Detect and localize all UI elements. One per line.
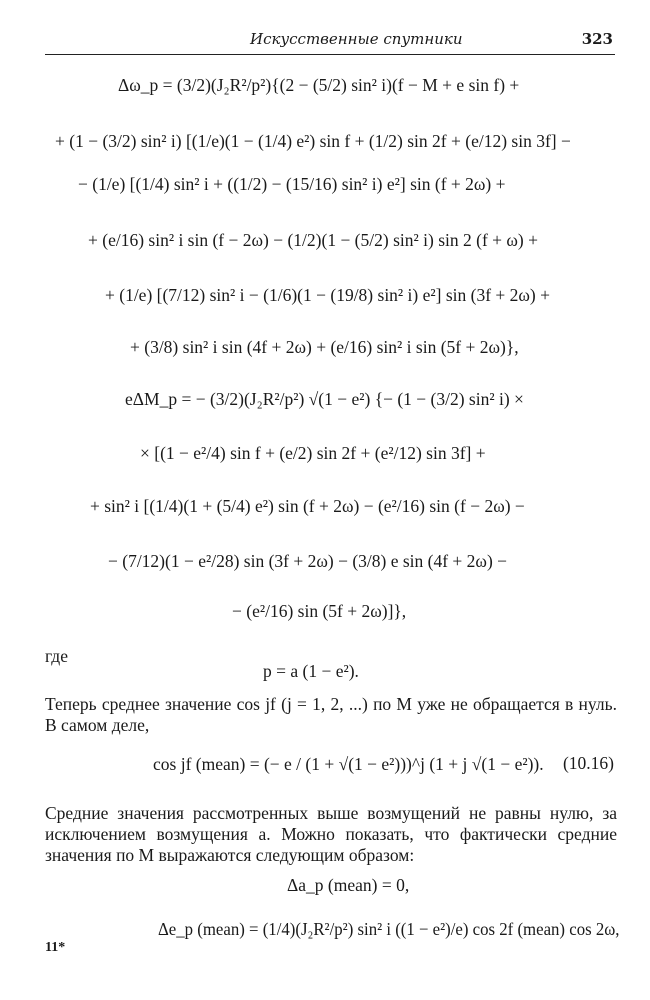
equation-delta-m-line-1: eΔM_p = − (3/2)(J₂R²/p²) √(1 − e²) {− (1 − (3/2) sin² i) × — [125, 389, 524, 409]
page-number: 323 — [581, 30, 613, 48]
equation-delta-m-line-3: + sin² i [(1/4)(1 + (5/4) e²) sin (f + 2ω) − (e²/16) sin (f − 2ω) − — [90, 496, 525, 516]
equation-cos-mean: cos jf (mean) = (− e / (1 + √(1 − e²)))^j (1 + j √(1 − e²)). — [153, 754, 544, 774]
equation-delta-a-mean: Δa_p (mean) = 0, — [287, 875, 410, 895]
equation-delta-omega-line-6: + (3/8) sin² i sin (4f + 2ω) + (e/16) sin² i sin (5f + 2ω)}, — [130, 337, 519, 357]
equation-delta-m-line-2: × [(1 − e²/4) sin f + (e/2) sin 2f + (e²/12) sin 3f] + — [140, 443, 486, 463]
equation-number-10-16: (10.16) — [562, 753, 614, 773]
equation-delta-omega-line-3: − (1/e) [(1/4) sin² i + ((1/2) − (15/16) sin² i) e²] sin (f + 2ω) + — [78, 174, 506, 194]
paragraph-mean-perturbations: Средние значения рассмотренных выше возмущений не равны нулю, за исключением возмущения a. Можно показать, что фактически средние значения по M выражаются следующим образом: — [45, 803, 617, 865]
running-title: Искусственные спутники — [250, 30, 463, 48]
running-header — [45, 28, 615, 55]
equation-delta-omega-line-5: + (1/e) [(7/12) sin² i − (1/6)(1 − (19/8) sin² i) e²] sin (3f + 2ω) + — [105, 285, 550, 305]
signature-mark: 11* — [45, 940, 66, 955]
equation-p-definition: p = a (1 − e²). — [263, 661, 359, 681]
equation-delta-omega-line-4: + (e/16) sin² i sin (f − 2ω) − (1/2)(1 − (5/2) sin² i) sin 2 (f + ω) + — [88, 230, 538, 250]
equation-delta-m-line-4: − (7/12)(1 − e²/28) sin (3f + 2ω) − (3/8) e sin (4f + 2ω) − — [108, 551, 508, 571]
equation-delta-omega-line-2: + (1 − (3/2) sin² i) [(1/e)(1 − (1/4) e²) sin f + (1/2) sin 2f + (e/12) sin 3f] − — [55, 131, 571, 151]
equation-delta-m-line-5: − (e²/16) sin (5f + 2ω)]}, — [232, 601, 407, 621]
paragraph-mean-cos: Теперь среднее значение cos jf (j = 1, 2, ...) по M уже не обращается в нуль. В самом деле, — [45, 694, 617, 735]
equation-delta-omega-line-1: Δω_p = (3/2)(J₂R²/p²){(2 − (5/2) sin² i)(f − M + e sin f) + — [118, 75, 520, 95]
equation-delta-e-mean: Δe_p (mean) = (1/4)(J₂R²/p²) sin² i ((1 − e²)/e) cos 2f (mean) cos 2ω, — [158, 919, 620, 939]
where-label: где — [45, 646, 68, 666]
